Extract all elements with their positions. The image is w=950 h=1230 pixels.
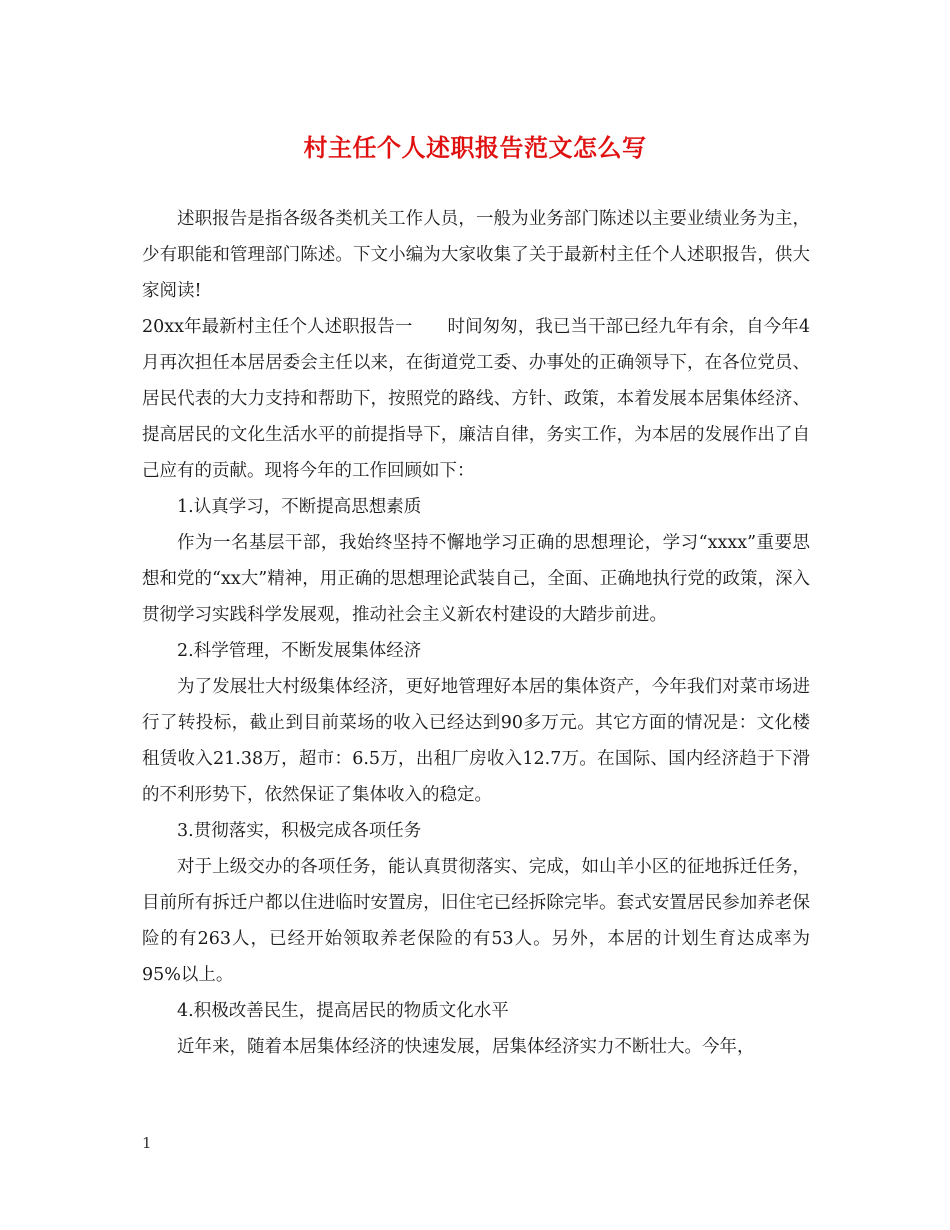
section-heading-4: 4.积极改善民生，提高居民的物质文化水平 (177, 1001, 509, 1021)
document-title: 村主任个人述职报告范文怎么写 (303, 133, 647, 162)
section-heading-1: 1.认真学习，不断提高思想素质 (177, 497, 422, 517)
intro-paragraph: 述职报告是指各级各类机关工作人员，一般为业务部门陈述以主要业绩业务为主，少有职能和管理部门陈述。下文小编为大家收集了关于最新村主任个人述职报告，供大家阅读! (142, 209, 810, 301)
section-paragraph-3: 对于上级交办的各项任务，能认真贯彻落实、完成，如山羊小区的征地拆迁任务，目前所有拆迁户都以住进临时安置房，旧住宅已经拆除完毕。套式安置居民参加养老保险的有263人，已经开始领取养老保险的有53人。另外，本居的计划生育达成率为95%以上。 (142, 857, 810, 985)
section-paragraph-1: 作为一名基层干部，我始终坚持不懈地学习正确的思想理论，学习“xxxx”重要思想和党的“xx大”精神，用正确的思想理论武装自己，全面、正确地执行党的政策，深入贯彻学习实践科学发展观，推动社会主义新农村建设的大踏步前进。 (142, 533, 810, 625)
report-opening-paragraph: 20xx年最新村主任个人述职报告一 时间匆匆，我已当干部已经九年有余，自今年4月再次担任本居居委会主任以来，在街道党工委、办事处的正确领导下，在各位党员、居民代表的大力支持和帮助下，按照党的路线、方针、政策，本着发展本居集体经济、提高居民的文化生活水平的前提指导下，廉洁自律，务实工作，为本居的发展作出了自己应有的贡献。现将今年的工作回顾如下： (142, 317, 810, 481)
section-heading-2: 2.科学管理，不断发展集体经济 (177, 641, 422, 661)
document-body (142, 201, 810, 1065)
section-heading-3: 3.贯彻落实，积极完成各项任务 (177, 821, 422, 841)
page-number: 1 (142, 1134, 152, 1152)
section-paragraph-4: 近年来，随着本居集体经济的快速发展，居集体经济实力不断壮大。今年， (177, 1037, 755, 1057)
section-paragraph-2: 为了发展壮大村级集体经济，更好地管理好本居的集体资产，今年我们对菜市场进行了转投标，截止到目前菜场的收入已经达到90多万元。其它方面的情况是：文化楼租赁收入21.38万，超市：6.5万，出租厂房收入12.7万。在国际、国内经济趋于下滑的不利形势下，依然保证了集体收入的稳定。 (142, 677, 810, 805)
